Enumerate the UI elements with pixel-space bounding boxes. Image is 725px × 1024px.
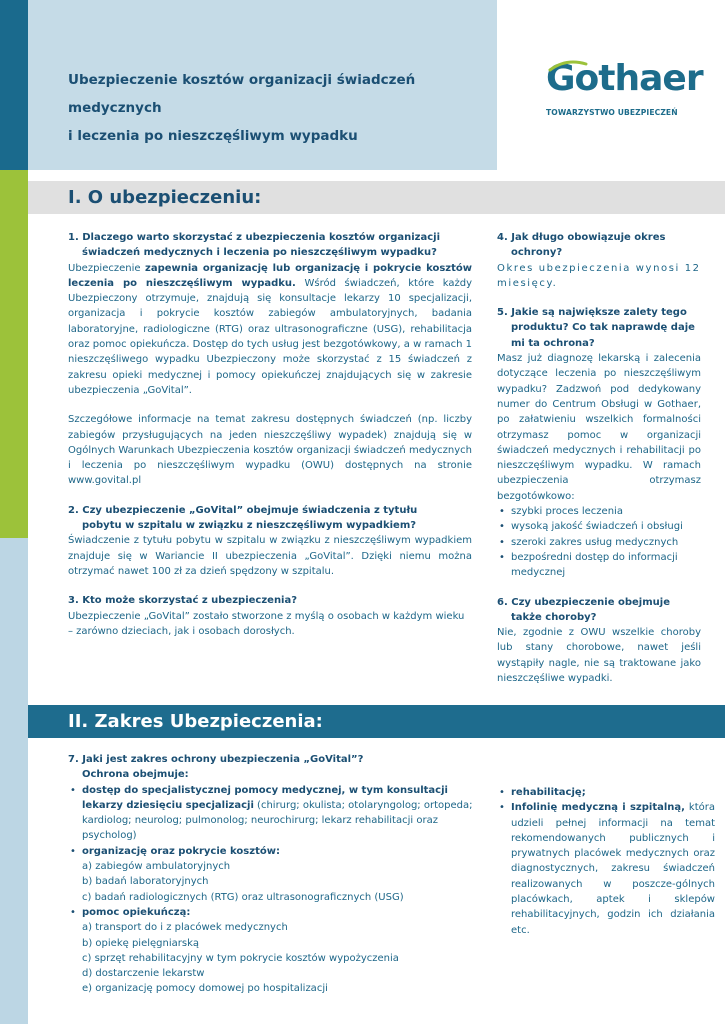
sub-list-item: c) sprzęt rehabilitacyjny w tym pokrycie kosztów wypożyczenia: [82, 952, 399, 964]
question-5-line-2: produktu? Co tak naprawdę daje: [511, 322, 695, 334]
question-4: [497, 230, 701, 261]
sub-list-item: a) transport do i z placówek medycznych: [82, 922, 288, 934]
answer-1-details: Szczegółowe informacje na temat zakresu dostępnych świadczeń (np. liczby zabiegów przysługujących na jeden nieszczęśliwy wypadek) znajdują się w Ogólnych Warunkach Ubezpieczenia kosztów organizacji świadczeń medycznych i leczenia po nieszczęśliwym wypadku (OWU) dostępnych na stronie www.govital.pl: [68, 414, 472, 487]
question-1-line-2: świadczeń medycznych i leczenia po nieszczęśliwym wypadku?: [82, 247, 437, 259]
question-1: [68, 230, 472, 261]
question-4-line-1: 4. Jak długo obowiązuje okres: [497, 232, 666, 243]
logo-subtitle: TOWARZYSTWO UBEZPIECZEŃ: [546, 108, 678, 117]
question-4-line-2: ochrony?: [511, 247, 563, 259]
question-1-line-1: 1. Dlaczego warto skorzystać z ubezpieczenia kosztów organizacji: [68, 232, 441, 243]
section-1-right-column: [497, 230, 701, 686]
question-5-line-3: mi ta ochrona?: [511, 337, 595, 349]
question-6: [497, 595, 701, 626]
answer-5: Masz już diagnozę lekarską i zalecenia dotyczące leczenia po nieszczęśliwym wypadku? Zadzwoń pod dedykowany numer do Centrum Obsługi w Gothaer, po załatwieniu wszelkich formalności otrzymasz pomoc w organizacji świadczeń medycznych i rehabilitacji po nieszczęśliwym wypadku. W ramach ubezpieczenia otrzymasz bezgotówkowo:: [497, 353, 701, 502]
list-item: [497, 800, 715, 938]
question-2-line-2: pobytu w szpitalu w związku z nieszczęśliwym wypadkiem?: [82, 520, 417, 532]
title-line-2: i leczenia po nieszczęśliwym wypadku: [68, 128, 358, 144]
coverage-subheading: Ochrona obejmuje:: [82, 769, 189, 781]
document-title: [68, 66, 488, 150]
list-item: [68, 844, 478, 905]
answer-1: [68, 261, 472, 399]
sub-list-item: b) badań laboratoryjnych: [82, 876, 209, 888]
answer-6: Nie, zgodnie z OWU wszelkie choroby lub stany chorobowe, nawet jeśli wystąpiły nagle, nie są traktowane jako nieszczęśliwe wypadki.: [497, 627, 701, 685]
list-item: [68, 905, 478, 997]
coverage-list: [68, 783, 478, 997]
left-stripe-dark: [0, 0, 28, 170]
question-5-line-1: 5. Jakie są największe zalety tego: [497, 307, 687, 319]
coverage-item-1-rest: (chirurg; okulista; otolaryngolog; ortopeda; kardiolog; neurolog; pulmonolog; neurochirurg; lekarz rehabilitacji oraz psycholog): [82, 799, 473, 842]
section-1-left-column: [68, 230, 472, 639]
logo-swoosh-icon: [548, 60, 588, 74]
question-2: [68, 503, 472, 534]
section-1-title: I. O ubezpieczeniu:: [68, 187, 262, 208]
logo-wordmark: Gothaer: [546, 58, 703, 99]
question-5: [497, 305, 701, 351]
coverage-item-4-bold: rehabilitację;: [511, 787, 586, 798]
section-2-left-column: [68, 752, 478, 997]
list-item: • wysoką jakość świadczeń i obsługi: [497, 519, 701, 534]
coverage-list-continued: [497, 785, 715, 938]
answer-2: Świadczenie z tytułu pobytu w szpitalu w związku z nieszczęśliwym wypadkiem znajduje się w Wariancie II ubezpieczenia „GoVital”. Dzięki niemu można otrzymać nawet 100 zł za dzień spędzony w szpitalu.: [68, 535, 472, 577]
section-2-title: II. Zakres Ubezpieczenia:: [68, 711, 323, 732]
question-6-line-1: 6. Czy ubezpieczenie obejmuje: [497, 596, 670, 608]
coverage-item-2-bold: organizację oraz pokrycie kosztów:: [82, 845, 280, 857]
question-3: 3. Kto może skorzystać z ubezpieczenia?: [68, 595, 298, 607]
section-2-right-column: [497, 785, 715, 938]
coverage-item-5-rest: która udzieli pełnej informacji na temat rekomendowanych publicznych i prywatnych placówek medycznych oraz diagnostycznych, zakresu świadczeń realizowanych w poszcze-gólnych placówkach, aptek i sklepów rehabilitacyjnych, godzin ich działania etc.: [511, 802, 716, 936]
question-7: 7. Jaki jest zakres ochrony ubezpieczenia „GoVital”?: [68, 754, 364, 765]
left-stripe-green: [0, 170, 28, 538]
title-line-1: Ubezpieczenie kosztów organizacji świadczeń medycznych: [68, 72, 416, 116]
coverage-item-1-bold: dostęp do specjalistycznej pomocy medycznej, w tym konsultacji lekarzy dziesięciu specjalizacji: [82, 784, 448, 811]
left-stripe-light: [0, 538, 28, 1024]
list-item: [68, 783, 478, 844]
sub-list-item: a) zabiegów ambulatoryjnych: [82, 861, 231, 873]
list-item: • szeroki zakres usług medycznych: [497, 535, 701, 550]
coverage-item-5-bold: Infolinię medyczną i szpitalną,: [511, 802, 685, 814]
advantages-list: [497, 504, 701, 580]
sub-list-item: b) opiekę pielęgniarską: [82, 937, 199, 949]
answer-1-bold: zapewnia organizację lub organizację i pokrycie kosztów leczenia po nieszczęśliwym wypadku.: [68, 262, 472, 289]
sub-list-item: c) badań radiologicznych (RTG) oraz ultrasonograficznych (USG): [82, 891, 404, 903]
list-item: • szybki proces leczenia: [497, 504, 701, 519]
sub-list-item: d) dostarczenie lekarstw: [82, 968, 205, 980]
sub-list-item: e) organizację pomocy domowej po hospitalizacji: [82, 983, 328, 995]
question-2-line-1: 2. Czy ubezpieczenie „GoVital” obejmuje świadczenia z tytułu: [68, 504, 418, 516]
question-6-line-2: także choroby?: [511, 611, 597, 623]
gothaer-logo: [546, 58, 703, 126]
list-item: • bezpośredni dostęp do informacji medycznej: [497, 550, 701, 581]
answer-1-rest: Wśród świadczeń, które każdy Ubezpieczony otrzymuje, znajdują się konsultacje lekarzy 10 specjalizacji, organizacja i pokrycie kosztów zabiegów ambulatoryjnych, badania laboratoryjne, radiologiczne (RTG) oraz ultrasonograficzne (USG), rehabilitacja oraz pomoc opiekuńcza. Dostęp do tych usług jest bezgotówkowy, a w ramach 1 nieszczęśliwego wypadku Ubezpieczony może skorzystać z 15 świadczeń z zakresu opieki medycznej i pomocy opiekuńczej znajdujących się w zakresie ubezpieczenia „GoVital”.: [68, 277, 472, 396]
answer-4: Okres ubezpieczenia wynosi 12 miesięcy.: [497, 262, 701, 289]
answer-1-start: Ubezpieczenie: [68, 262, 145, 274]
list-item: [497, 785, 715, 800]
coverage-item-3-bold: pomoc opiekuńczą:: [82, 906, 191, 918]
answer-3: Ubezpieczenie „GoVital” zostało stworzone z myślą o osobach w każdym wieku – zarówno dzieciach, jak i osobach dorosłych.: [68, 610, 465, 637]
